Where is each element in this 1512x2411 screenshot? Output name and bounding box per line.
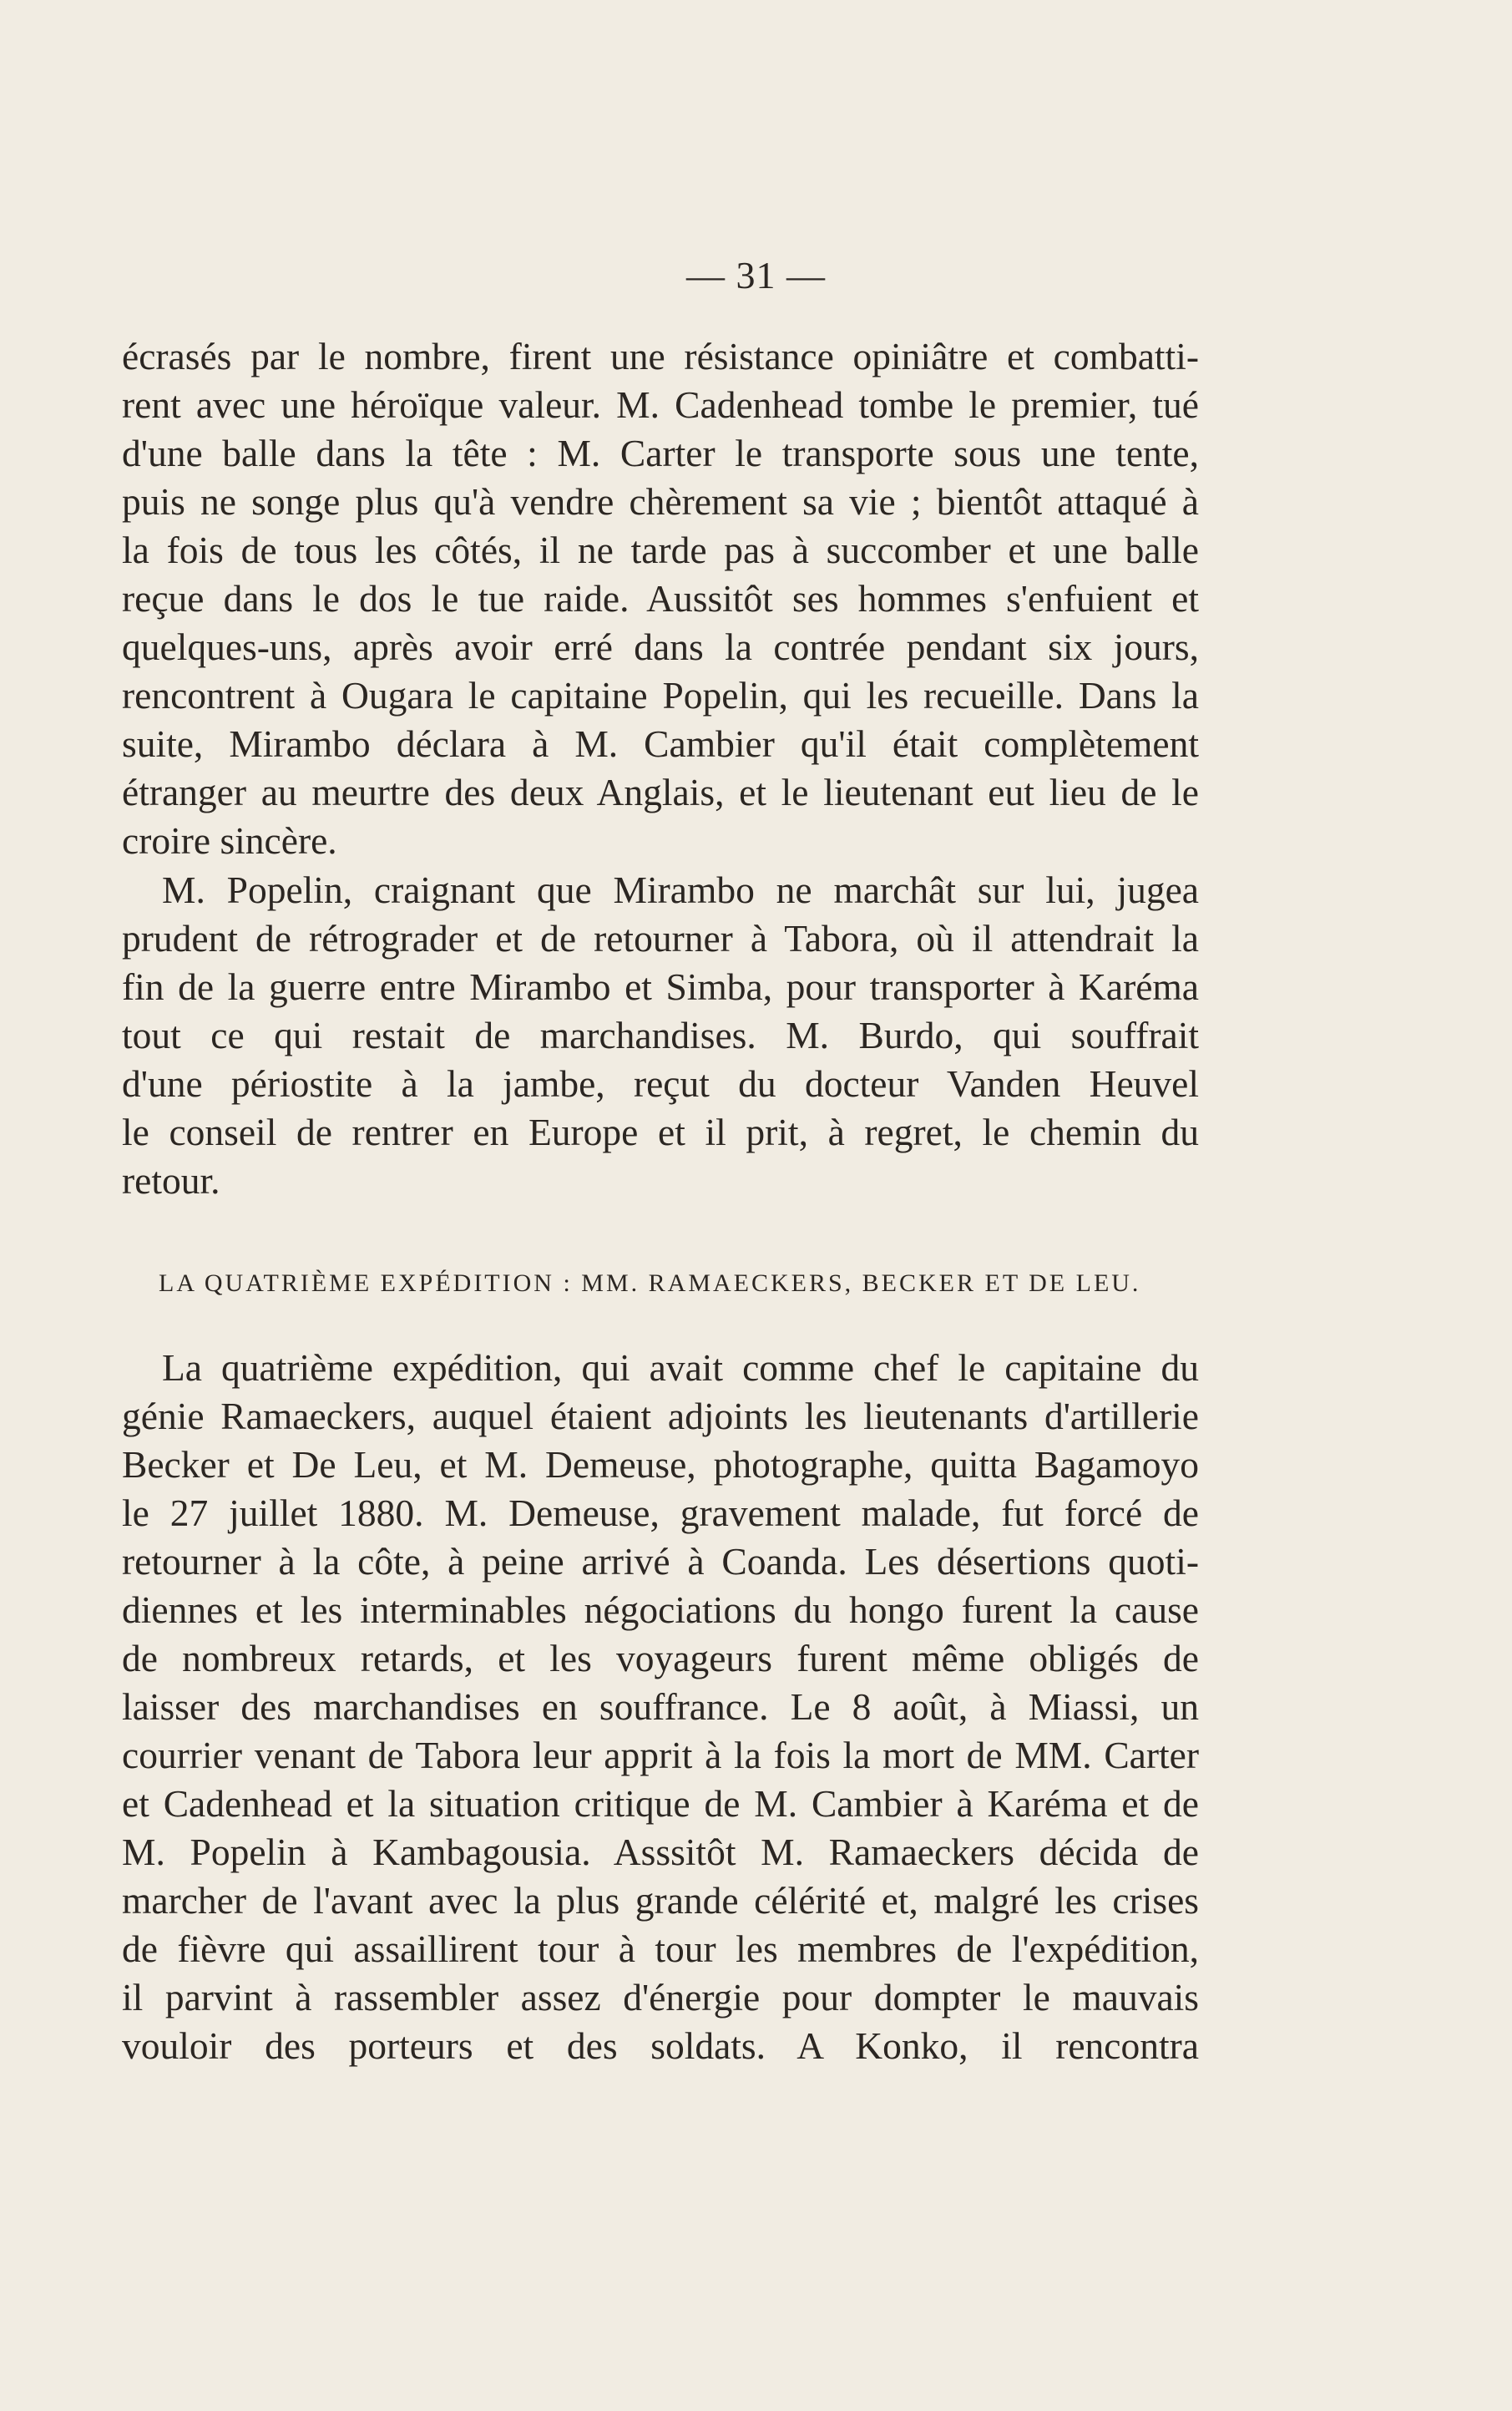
- text-line: le 27 juillet 1880. M. Demeuse, gravement malade, fut forcé de: [122, 1492, 1199, 1534]
- text-line: laisser des marchandises en souffrance. Le 8 août, à Miassi, un: [122, 1685, 1199, 1728]
- text-line: reçue dans le dos le tue raide. Aussitôt ses hommes s'enfuient et: [122, 577, 1199, 620]
- text-line: marcher de l'avant avec la plus grande célérité et, malgré les crises: [122, 1879, 1199, 1922]
- text-line: retour.: [122, 1159, 220, 1202]
- text-line: il parvint à rassembler assez d'énergie pour dompter le mauvais: [122, 1976, 1199, 2018]
- text-line: d'une périostite à la jambe, reçut du docteur Vanden Heuvel: [122, 1062, 1199, 1105]
- text-line: rent avec une héroïque valeur. M. Cadenhead tombe le premier, tué: [122, 383, 1199, 426]
- text-line: vouloir des porteurs et des soldats. A Konko, il rencontra: [122, 2024, 1199, 2067]
- text-line: tout ce qui restait de marchandises. M. Burdo, qui souffrait: [122, 1014, 1199, 1056]
- paragraph-1: [122, 332, 1199, 865]
- text-line: Becker et De Leu, et M. Demeuse, photographe, quitta Bagamoyo: [122, 1443, 1199, 1486]
- text-line: croire sincère.: [122, 819, 337, 862]
- paragraph-2: [122, 866, 1199, 1205]
- section-heading: LA QUATRIÈME EXPÉDITION : MM. RAMAECKERS, BECKER ET DE LEU.: [159, 1269, 1141, 1297]
- text-line: de fièvre qui assaillirent tour à tour les membres de l'expédition,: [122, 1927, 1199, 1970]
- text-line: étranger au meurtre des deux Anglais, et le lieutenant eut lieu de le: [122, 771, 1199, 813]
- text-line: rencontrent à Ougara le capitaine Popelin, qui les recueille. Dans la: [122, 674, 1199, 717]
- text-line: La quatrième expédition, qui avait comme chef le capitaine du: [162, 1346, 1199, 1389]
- text-line: génie Ramaeckers, auquel étaient adjoints les lieutenants d'artillerie: [122, 1395, 1199, 1437]
- text-line: M. Popelin à Kambagousia. Asssitôt M. Ramaeckers décida de: [122, 1831, 1199, 1873]
- page-number: — 31 —: [686, 254, 826, 296]
- text-line: puis ne songe plus qu'à vendre chèrement sa vie ; bientôt attaqué à: [122, 480, 1199, 523]
- text-line: de nombreux retards, et les voyageurs furent même obligés de: [122, 1637, 1199, 1679]
- text-line: prudent de rétrograder et de retourner à Tabora, où il attendrait la: [122, 917, 1199, 960]
- text-line: courrier venant de Tabora leur apprit à la fois la mort de MM. Carter: [122, 1734, 1199, 1776]
- text-line: et Cadenhead et la situation critique de M. Cambier à Karéma et de: [122, 1782, 1199, 1825]
- text-line: fin de la guerre entre Mirambo et Simba, pour transporter à Karéma: [122, 965, 1199, 1008]
- text-line: suite, Mirambo déclara à M. Cambier qu'il était complètement: [122, 722, 1199, 765]
- text-line: quelques-uns, après avoir erré dans la contrée pendant six jours,: [122, 626, 1199, 668]
- paragraph-3: [122, 1344, 1199, 2070]
- text-line: d'une balle dans la tête : M. Carter le transporte sous une tente,: [122, 432, 1199, 474]
- text-line: diennes et les interminables négociations du hongo furent la cause: [122, 1588, 1199, 1631]
- text-line: écrasés par le nombre, firent une résistance opiniâtre et combatti-: [122, 335, 1199, 377]
- text-line: M. Popelin, craignant que Mirambo ne marchât sur lui, jugea: [162, 869, 1199, 911]
- text-line: retourner à la côte, à peine arrivé à Coanda. Les désertions quoti-: [122, 1540, 1199, 1583]
- text-line: la fois de tous les côtés, il ne tarde pas à succomber et une balle: [122, 529, 1199, 571]
- text-line: le conseil de rentrer en Europe et il prit, à regret, le chemin du: [122, 1111, 1199, 1153]
